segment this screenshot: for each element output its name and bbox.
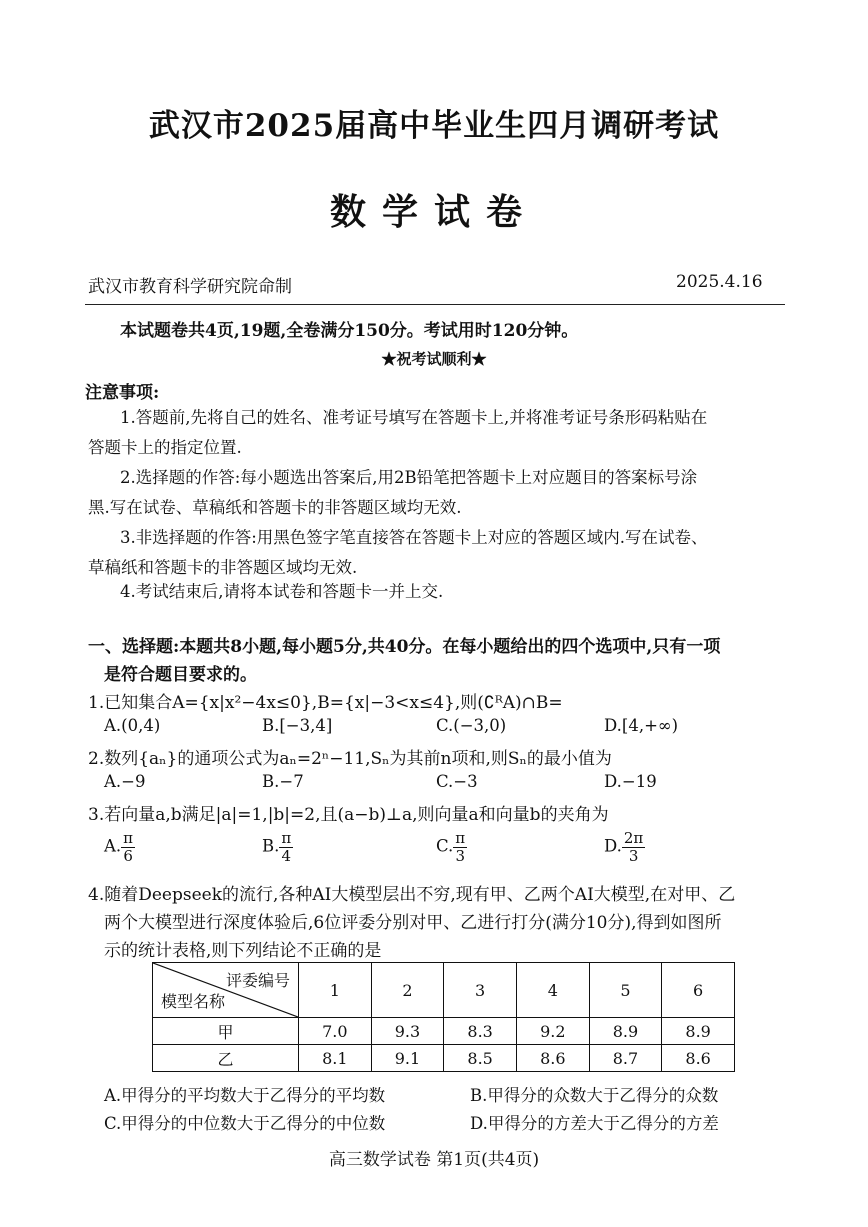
q2-option-d: D.−19 [604, 772, 657, 791]
exam-main-title: 武汉市2025届高中毕业生四月调研考试 [148, 108, 720, 144]
numerator: 2π [623, 829, 644, 847]
numerator: π [281, 829, 292, 847]
q4-option-d: D.甲得分的方差大于乙得分的方差 [470, 1114, 719, 1133]
q4-option-b: B.甲得分的众数大于乙得分的众数 [470, 1086, 719, 1105]
note-line: 黑.写在试卷、草稿纸和答题卡的非答题区域均无效. [88, 498, 462, 517]
score-cell: 9.3 [371, 1018, 444, 1045]
fraction [279, 830, 293, 864]
question-4-stem-line: 4.随着Deepseek的流行,各种AI大模型层出不穷,现有甲、乙两个AI大模型,在对甲、乙 [88, 885, 736, 905]
note-line: 答题卡上的指定位置. [88, 438, 242, 457]
section-heading-cont: 是符合题目要求的。 [104, 665, 257, 685]
judge-number: 1 [299, 963, 372, 1018]
q4-option-a: A.甲得分的平均数大于乙得分的平均数 [104, 1086, 386, 1105]
score-cell: 8.7 [589, 1045, 662, 1072]
question-3-stem: 3.若向量a,b满足|a|=1,|b|=2,且(a−b)⊥a,则向量a和向量b的夹角为 [88, 805, 609, 825]
q3-option-b [262, 830, 293, 864]
q1-option-c: C.(−3,0) [436, 716, 507, 735]
header-divider [85, 304, 785, 305]
denominator: 3 [455, 846, 465, 865]
q1-option-a: A.(0,4) [104, 716, 161, 735]
table-header-row [153, 963, 735, 1018]
score-cell: 8.6 [516, 1045, 589, 1072]
score-cell: 8.3 [444, 1018, 517, 1045]
score-cell: 9.1 [371, 1045, 444, 1072]
issuer-label: 武汉市教育科学研究院命制 [88, 277, 292, 297]
notes-heading: 注意事项: [85, 383, 160, 403]
fraction [622, 830, 645, 864]
q2-option-c: C.−3 [436, 772, 478, 791]
judge-number: 4 [516, 963, 589, 1018]
option-letter: C. [436, 836, 454, 856]
q2-option-b: B.−7 [262, 772, 304, 791]
question-2-stem: 2.数列{aₙ}的通项公式为aₙ=2ⁿ−11,Sₙ为其前n项和,则Sₙ的最小值为 [88, 749, 612, 769]
exam-date: 2025.4.16 [676, 272, 763, 292]
section-heading: 一、选择题:本题共8小题,每小题5分,共40分。在每小题给出的四个选项中,只有一项 [88, 637, 721, 657]
table-row [153, 1018, 735, 1045]
note-line: 4.考试结束后,请将本试卷和答题卡一并上交. [120, 582, 444, 601]
score-cell: 8.1 [299, 1045, 372, 1072]
good-luck-line: ★祝考试顺利★ [381, 350, 487, 368]
score-cell: 8.9 [662, 1018, 735, 1045]
table-row [153, 1045, 735, 1072]
score-cell: 9.2 [516, 1018, 589, 1045]
judge-number: 5 [589, 963, 662, 1018]
note-line: 1.答题前,先将自己的姓名、准考证号填写在答题卡上,并将准考证号条形码粘贴在 [120, 408, 708, 427]
judge-number: 6 [662, 963, 735, 1018]
question-4-stem-line: 两个大模型进行深度体验后,6位评委分别对甲、乙进行打分(满分10分),得到如图所 [104, 913, 722, 933]
note-line: 2.选择题的作答:每小题选出答案后,用2B铅笔把答题卡上对应题目的答案标号涂 [120, 468, 698, 487]
denominator: 4 [281, 846, 292, 865]
fraction [121, 830, 135, 864]
page-footer: 高三数学试卷 第1页(共4页) [328, 1150, 540, 1170]
note-line: 3.非选择题的作答:用黑色签字笔直接答在答题卡上对应的答题区域内.写在试卷、 [120, 528, 708, 547]
q3-option-a [104, 830, 135, 864]
question-1-stem: 1.已知集合A={x|x²−4x≤0},B={x|−3<x≤4},则(∁ᴿA)∩B= [88, 693, 563, 713]
judge-number: 3 [444, 963, 517, 1018]
exam-instruction: 本试题卷共4页,19题,全卷满分150分。考试用时120分钟。 [120, 321, 579, 341]
option-letter: A. [104, 836, 122, 856]
score-cell: 8.6 [662, 1045, 735, 1072]
numerator: π [455, 829, 466, 847]
denominator: 3 [628, 846, 639, 865]
option-letter: B. [262, 836, 280, 856]
score-cell: 8.9 [589, 1018, 662, 1045]
fraction [453, 830, 467, 864]
denominator: 6 [123, 846, 133, 865]
q3-option-c [436, 830, 467, 864]
q1-option-d: D.[4,+∞) [604, 716, 679, 735]
score-table [152, 962, 735, 1072]
q3-option-d [604, 830, 645, 864]
model-name: 甲 [153, 1018, 299, 1045]
q4-option-c: C.甲得分的中位数大于乙得分的中位数 [104, 1114, 386, 1133]
question-4-stem-line: 示的统计表格,则下列结论不正确的是 [104, 941, 382, 961]
score-cell: 7.0 [299, 1018, 372, 1045]
corner-label-judge: 评委编号 [225, 971, 290, 990]
exam-subject-title: 数学试卷 [329, 191, 538, 233]
q1-option-b: B.[−3,4] [262, 716, 333, 735]
note-line: 草稿纸和答题卡的非答题区域均无效. [88, 558, 358, 577]
option-letter: D. [604, 836, 622, 856]
table-corner-cell [153, 963, 299, 1018]
q2-option-a: A.−9 [104, 772, 146, 791]
score-cell: 8.5 [444, 1045, 517, 1072]
corner-label-model: 模型名称 [161, 992, 226, 1011]
judge-number: 2 [371, 963, 444, 1018]
model-name: 乙 [153, 1045, 299, 1072]
numerator: π [123, 829, 134, 847]
